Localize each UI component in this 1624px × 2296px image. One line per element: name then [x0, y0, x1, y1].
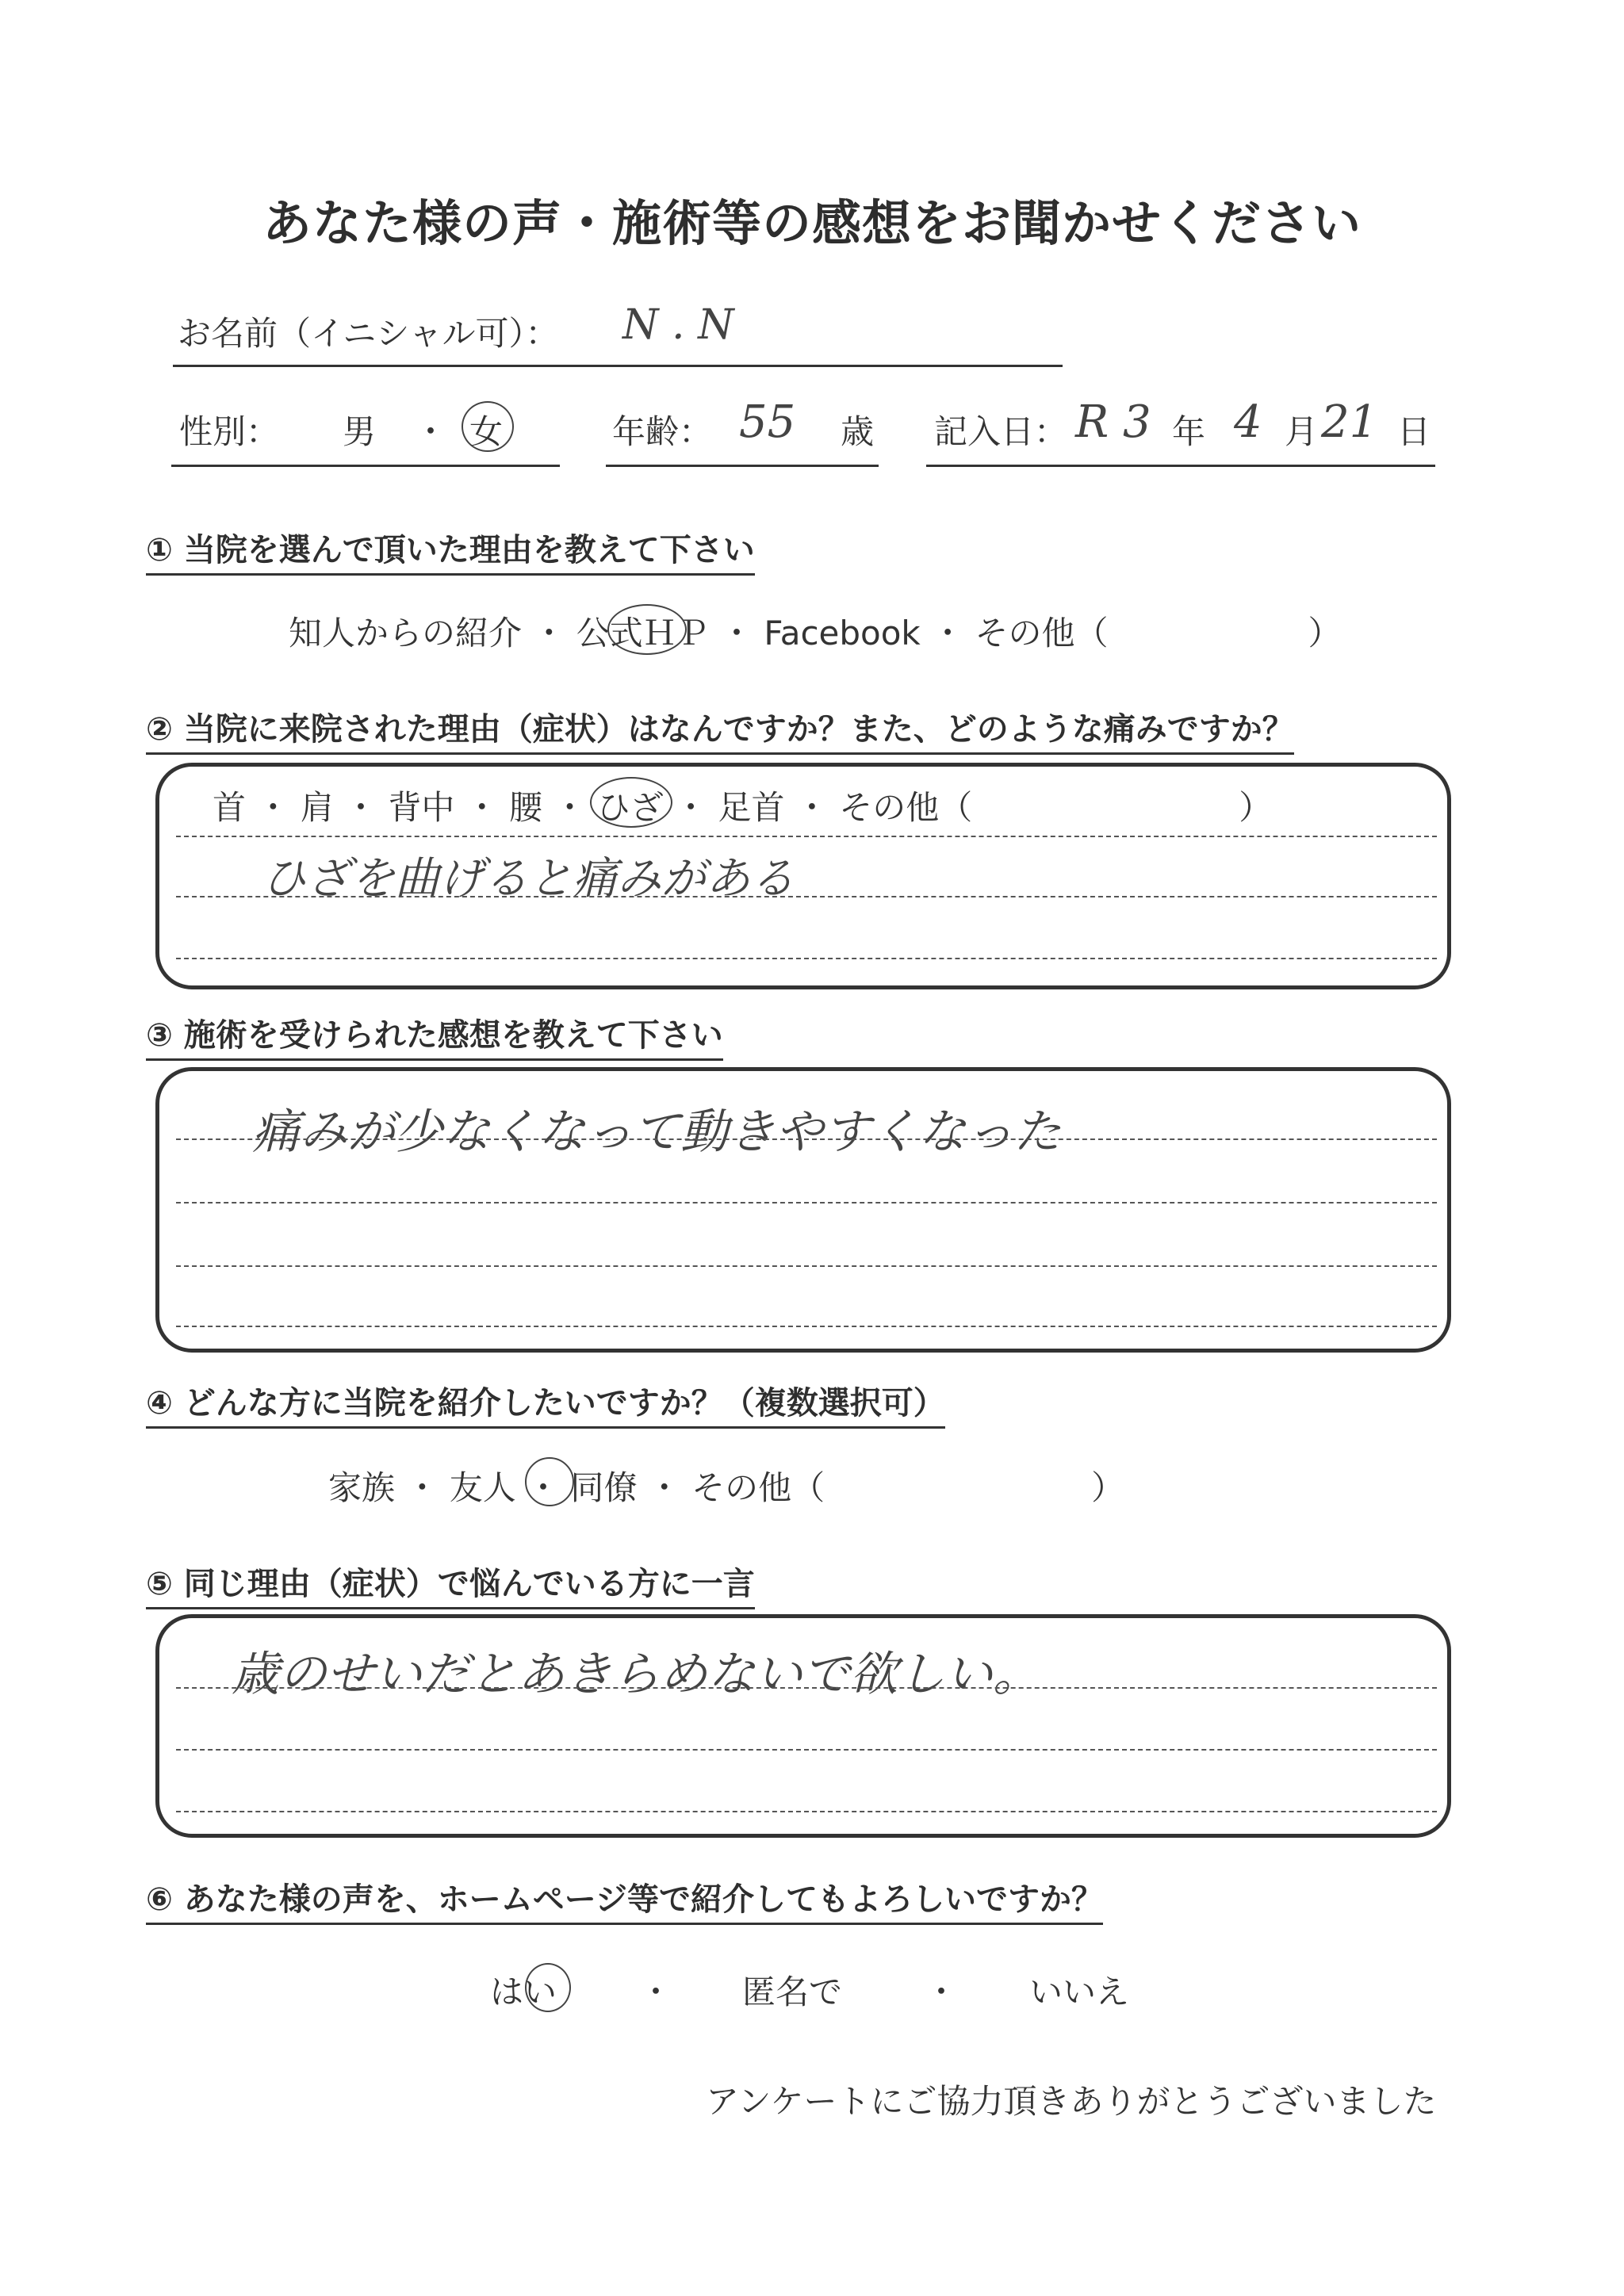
q6-anonymous-option: 匿名で	[742, 1973, 843, 2011]
q3-line-2	[176, 1202, 1437, 1203]
gender-separator: ・	[414, 412, 448, 451]
q3-answer: 痛みが少なくなって動きやすくなった	[252, 1104, 1061, 1160]
q4-heading: ④ どんな方に当院を紹介したいですか？（複数選択可）	[146, 1378, 945, 1429]
gender-female-option: 女	[469, 412, 504, 451]
q2-heading: ② 当院に来院された理由（症状）はなんですか？また、どのような痛みですか？	[146, 704, 1294, 755]
thanks-message: アンケートにご協力頂きありがとうございました	[706, 2082, 1437, 2121]
q5-heading: ⑤ 同じ理由（症状）で悩んでいる方に一言	[146, 1559, 755, 1609]
name-underline	[173, 365, 1063, 367]
name-label: お名前（イニシャル可）：	[178, 314, 559, 353]
date-year-unit: 年	[1172, 412, 1206, 451]
q2-knee-circle-mark	[590, 777, 672, 828]
gender-underline	[171, 465, 560, 467]
q1-options: 知人からの紹介 ・ 公式ＨＰ ・ Facebook ・ その他（ ）	[289, 614, 1342, 652]
name-value: N . N	[622, 301, 734, 349]
date-era-value: R 3	[1075, 396, 1151, 448]
q2-line-3	[176, 958, 1437, 959]
age-value: 55	[739, 396, 796, 448]
gender-male-option: 男	[343, 412, 377, 451]
q4-friend-circle-mark	[525, 1457, 574, 1506]
q2-options: 首 ・ 肩 ・ 背中 ・ 腰 ・ ひざ ・ 足首 ・ その他（ ）	[213, 788, 1273, 827]
age-underline	[606, 465, 879, 467]
q6-no-option: いいえ	[1029, 1973, 1130, 2011]
q5-line-1	[176, 1687, 1437, 1689]
q3-line-4	[176, 1326, 1437, 1327]
q5-answer: 歳のせいだとあきらめないで欲しい。	[232, 1647, 1040, 1702]
q6-yes-circle-mark	[525, 1963, 571, 2012]
q6-yes-option: はい	[490, 1973, 557, 2011]
q2-answer: ひざを曲げると痛みがある	[262, 853, 795, 905]
q5-line-3	[176, 1811, 1437, 1812]
q1-heading: ① 当院を選んで頂いた理由を教えて下さい	[146, 525, 755, 576]
q2-line-1	[176, 836, 1437, 837]
date-day-unit: 日	[1397, 412, 1431, 451]
age-label: 年齢：	[612, 412, 713, 451]
q6-heading: ⑥ あなた様の声を、ホームページ等で紹介してもよろしいですか？	[146, 1874, 1103, 1925]
date-underline	[926, 465, 1435, 467]
form-title: あなた様の声・施術等の感想をお聞かせください	[262, 194, 1362, 252]
q1-official-hp-circle-mark	[607, 604, 687, 655]
q6-separator-2: ・	[925, 1973, 959, 2011]
date-month-unit: 月	[1285, 412, 1319, 451]
q4-options: 家族 ・ 友人 ・ 同僚 ・ その他（ ）	[328, 1468, 1125, 1507]
q3-line-1	[176, 1138, 1437, 1140]
gender-label: 性別：	[179, 412, 280, 451]
q2-line-2	[176, 896, 1437, 897]
q3-heading: ③ 施術を受けられた感想を教えて下さい	[146, 1010, 723, 1061]
date-month-value: 4	[1234, 396, 1262, 448]
date-day-value: 21	[1321, 396, 1378, 448]
q5-line-2	[176, 1749, 1437, 1751]
q3-line-3	[176, 1265, 1437, 1267]
q6-separator-1: ・	[639, 1973, 673, 2011]
age-unit: 歳	[841, 412, 875, 451]
date-label: 記入日：	[934, 412, 1068, 451]
